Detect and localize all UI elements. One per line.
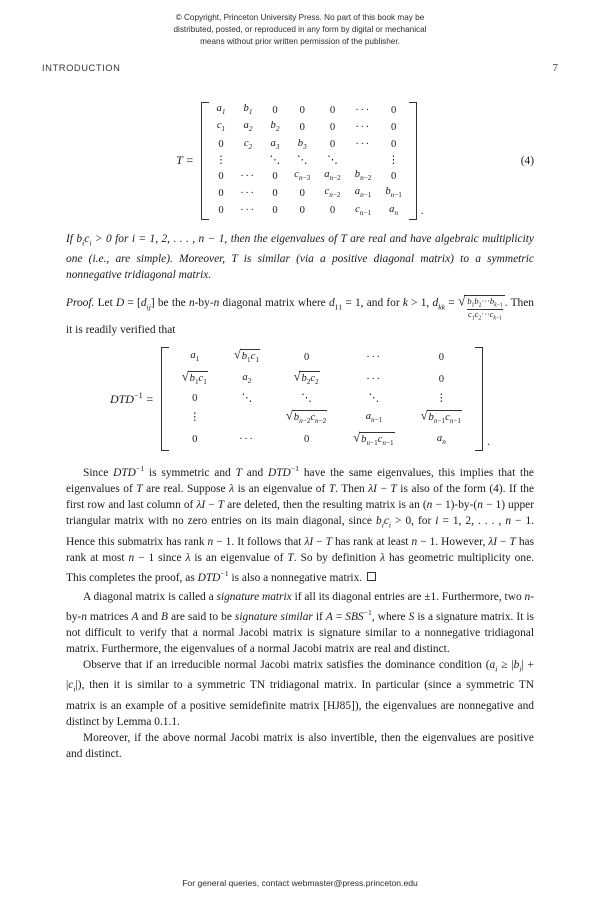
lemma-reference: Lemma 0.1.1 bbox=[116, 715, 178, 728]
qed-symbol bbox=[367, 572, 376, 581]
running-head-title: INTRODUCTION bbox=[42, 62, 121, 73]
matrix-row: $c_1$ $a_2$ $b_2$ 0 0 ··· 0 bbox=[216, 120, 397, 134]
citation-hj85: [HJ85] bbox=[323, 699, 355, 712]
bracket-left bbox=[201, 102, 209, 220]
matrix-row: $a_1$ √ $b_1c_1$ 0 ··· 0 bbox=[190, 347, 444, 365]
matrix-DTD-grid bbox=[169, 347, 475, 451]
equation-dtd-inverse bbox=[66, 347, 534, 451]
equation-4-trailing-period: . bbox=[420, 202, 424, 217]
bracket-right bbox=[409, 102, 417, 220]
matrix-row: 0 ⋱ ⋱ ⋱ ⋮ bbox=[192, 393, 447, 405]
bracket-right bbox=[475, 347, 483, 451]
matrix-row: 0 ··· 0 0 0 $c_{n-1}$ $a_n$ bbox=[218, 203, 399, 217]
matrix-row: ⋮ ⋱ ⋱ ⋱ ⋮ bbox=[215, 154, 399, 166]
proof-intro: Proof. Let $D = [d_{ij}]$ be the n-by-n diagonal matrix where $d_{11} = 1$, and for k > 1, $d_{kk}$ = √ $\frac{b_1b_2\cdot\cdot\cdot b_{k-1}}{c_1c_2\cdot\cdot\cdot c_{k-1}}$ . Then it is readily verified that bbox=[66, 293, 535, 336]
matrix-T-grid bbox=[209, 102, 409, 220]
bracket-left bbox=[161, 347, 169, 451]
page-number: 7 bbox=[552, 62, 558, 74]
matrix-DTD bbox=[161, 347, 483, 451]
matrix-T bbox=[201, 102, 417, 220]
text-column bbox=[66, 96, 534, 762]
equation-4-number: (4) bbox=[520, 154, 534, 167]
equation-dtd-lhs: $DTD^{-1}$ = bbox=[109, 391, 154, 407]
copyright-line-2: distributed, posted, or reproduced in any form by digital or mechanical bbox=[173, 25, 427, 35]
equation-4-lhs: T = bbox=[176, 153, 194, 168]
theorem-statement: If $b_ic_i > 0$ for i = 1, 2, . . . , n − 1, then the eigenvalues of T are real and have algebraic multiplicity one (i.e., are simple). Moreover, T is similar (via a positive diagonal matrix) to a symmetric nonnegative tridiagonal matrix. bbox=[66, 232, 534, 282]
equation-dtd-trailing-period: . bbox=[487, 434, 491, 449]
matrix-row: 0 $c_2$ $a_3$ $b_3$ 0 ··· 0 bbox=[218, 137, 397, 151]
matrix-row: $a_1$ $b_1$ 0 0 0 ··· 0 bbox=[216, 103, 397, 117]
matrix-row: ⋮ √ $b_{n-2}c_{n-2}$ $a_{n-1}$ √ $b_{n-1}c_{n-1}$ bbox=[189, 408, 462, 425]
copyright-line-3: means without prior written permission of the publisher. bbox=[200, 37, 400, 47]
matrix-row: 0 ··· 0 $c_{n-3}$ $a_{n-2}$ $b_{n-2}$ 0 bbox=[218, 169, 397, 183]
matrix-row: 0 ··· 0 √ $b_{n-1}c_{n-1}$ $a_n$ bbox=[192, 430, 446, 447]
paragraph-moreover: Moreover, if the above normal Jacobi matrix is also invertible, then the eigenvalues are positive and distinct. bbox=[66, 731, 534, 760]
copyright-line-1: © Copyright, Princeton University Press. No part of this book may be bbox=[175, 13, 425, 22]
equation-4 bbox=[66, 102, 534, 220]
paragraph-observe: Observe that if an irreducible normal Jacobi matrix satisfies the dominance condition $(a_i \ge |b_i| + |c_i|)$, then it is similar to a symmetric TN tridiagonal matrix. In particular (since a symmetric TN matrix is an example of a positive semidefinite matrix [HJ85]), the eigenvalues are nonnegative and distinct by Lemma 0.1.1. bbox=[66, 658, 534, 728]
page-footer: For general queries, contact webmaster@press.princeton.edu bbox=[182, 878, 418, 888]
running-head bbox=[42, 62, 558, 76]
paragraph-signature: A diagonal matrix is called a signature matrix if all its diagonal entries are ±1. Furthermore, two n-by-n matrices A and B are said to be signature similar if $A = SBS^{-1}$, where S is a signature matrix. It is not difficult to verify that a normal Jacobi matrix is signature similar to a nonnegative tridiagonal matrix. Furthermore, the eigenvalues of a normal Jacobi matrix are real and distinct. bbox=[66, 590, 534, 655]
paragraph-proof-body: Since $DTD^{-1}$ is symmetric and T and $DTD^{-1}$ have the same eigenvalues, this implies that the eigenvalues of T are real. Suppose λ is an eigenvalue of T. Then λI − T is also of the form (4). If the first row and last column of λI − T are deleted, then the resulting matrix is an (n − 1)-by-(n − 1) upper triangular matrix with no zero entries on its main diagonal, since $b_ic_i > 0$, for i = 1, 2, . . . , n − 1. Hence this submatrix has rank n − 1. It follows that λI − T has rank at least n − 1. However, λI − T has rank at most n − 1 since λ is an eigenvalue of T. So by definition λ has geometric multiplicity one. This completes the proof, as $DTD^{-1}$ is also a nonnegative matrix. bbox=[66, 464, 535, 584]
copyright-notice bbox=[100, 12, 500, 49]
matrix-row: 0 ··· 0 0 $c_{n-2}$ $a_{n-1}$ $b_{n-1}$ bbox=[218, 186, 402, 200]
matrix-row: √ $b_1c_1$ $a_2$ √ $b_2c_2$ ··· 0 bbox=[181, 369, 444, 387]
